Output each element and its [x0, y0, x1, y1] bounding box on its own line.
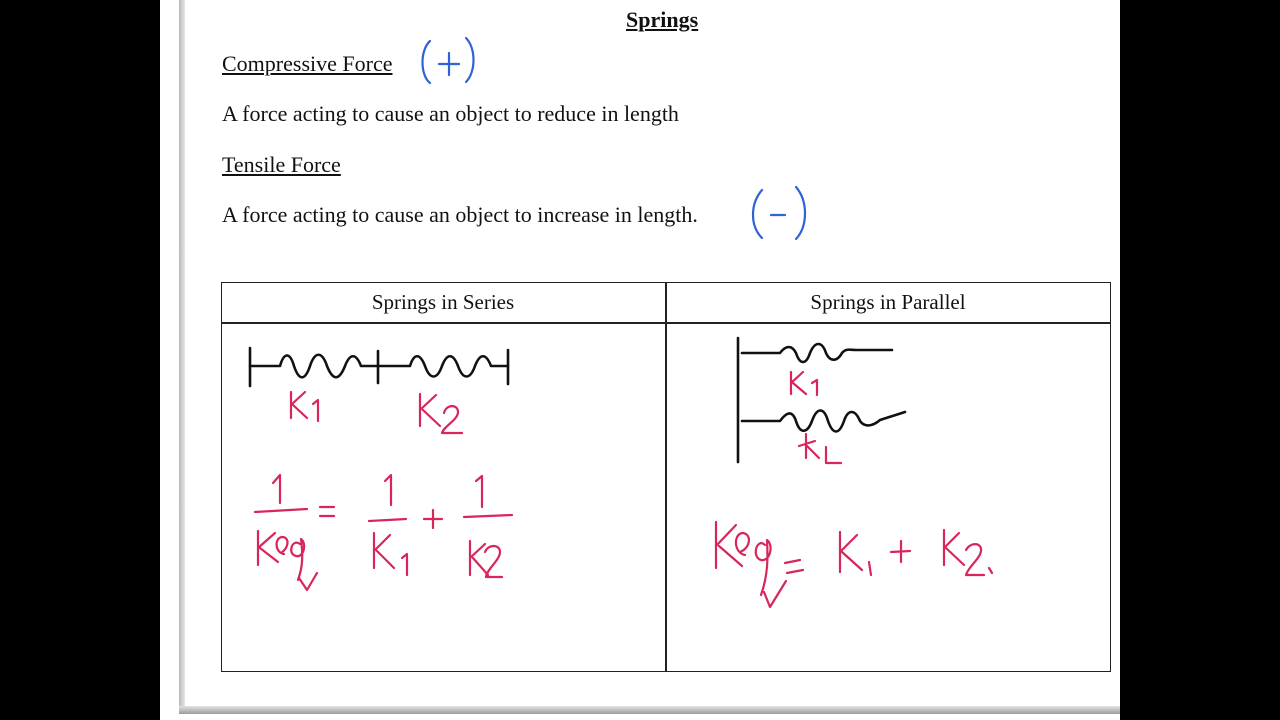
parallel-springs-sketch	[738, 338, 905, 462]
series-formula-handwritten	[255, 475, 512, 590]
series-springs-sketch	[250, 348, 508, 386]
compressive-plus-sign-annotation	[423, 38, 474, 83]
tensile-minus-sign-annotation	[753, 187, 805, 239]
springs-in-parallel-header: Springs in Parallel	[810, 290, 966, 314]
tensile-force-heading: Tensile Force	[222, 152, 341, 177]
compressive-force-definition: A force acting to cause an object to reduce in length	[222, 101, 679, 126]
parallel-spring-labels	[791, 372, 841, 463]
series-spring-labels	[291, 392, 462, 433]
page-title: Springs	[626, 7, 699, 32]
compressive-force-heading: Compressive Force	[222, 51, 393, 76]
tensile-force-definition: A force acting to cause an object to increase in length.	[222, 202, 698, 227]
parallel-formula-handwritten	[716, 522, 992, 607]
springs-in-series-header: Springs in Series	[371, 290, 515, 314]
